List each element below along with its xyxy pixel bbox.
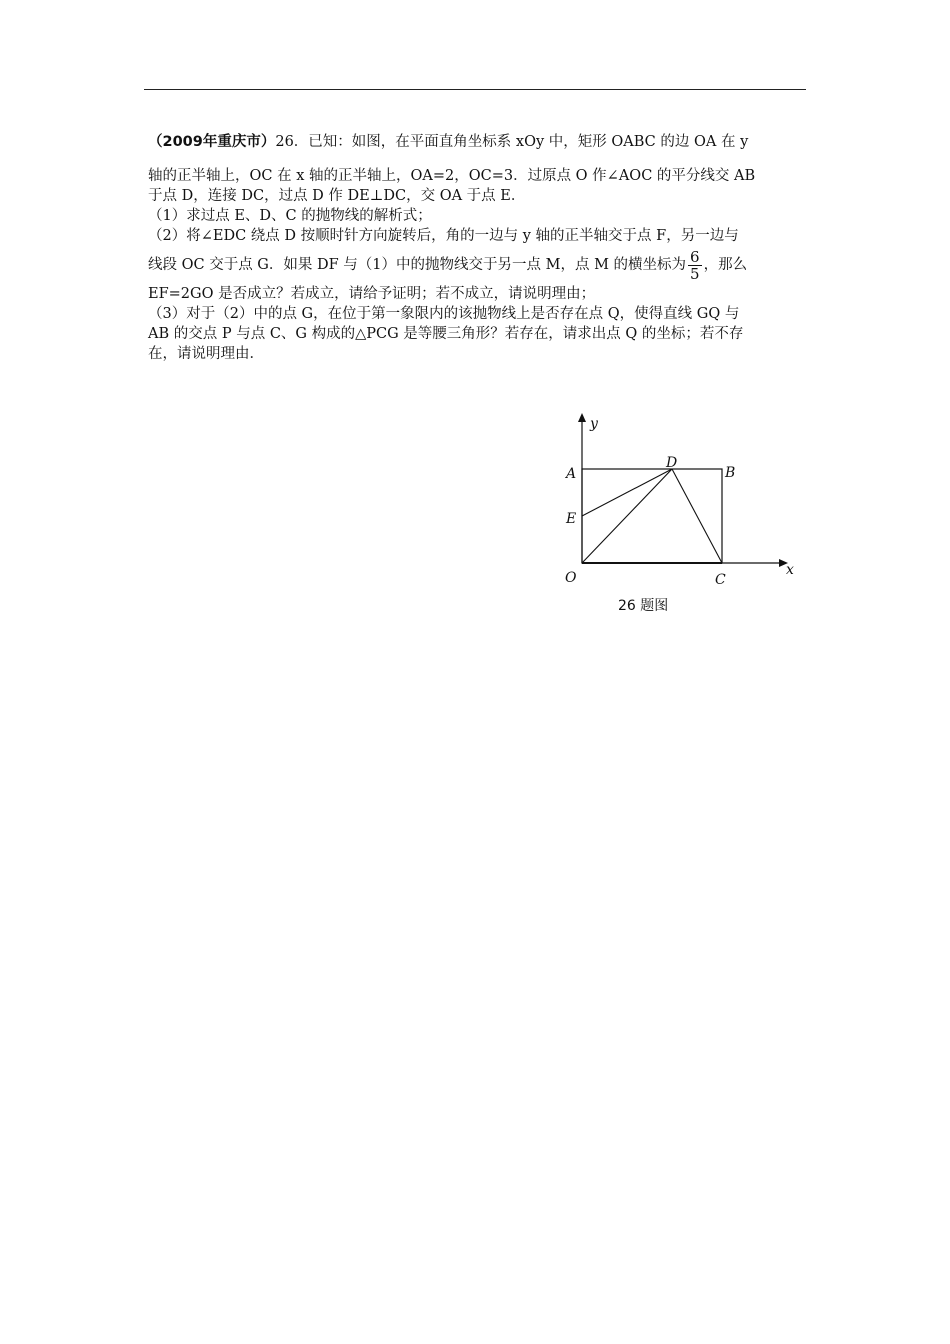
header-rule [144,89,806,90]
question-2-line-1: （2）将∠EDC 绕点 D 按顺时针方向旋转后，角的一边与 y 轴的正半轴交于点 F，另一边与 [148,228,739,244]
label-d: D [666,455,678,471]
question-3-line-2: AB 的交点 P 与点 C、G 构成的△PCG 是等腰三角形？若存在，请求出点 Q 的坐标；若不存 [148,326,744,342]
problem-line-2: 轴的正半轴上，OC 在 x 轴的正半轴上，OA=2，OC=3．过原点 O 作∠AOC 的平分线交 AB [148,168,756,184]
fraction-six-fifths [688,249,702,282]
rectangle-oabc [582,469,722,563]
segment-dc [672,469,722,563]
problem-text [148,132,808,364]
segment-od [582,469,672,563]
fraction-denominator: 5 [690,264,700,283]
label-e: E [566,511,577,527]
label-b: B [725,465,736,481]
problem-intro: 26．已知：如图，在平面直角坐标系 xOy 中，矩形 OABC 的边 OA 在 y [275,134,749,150]
label-c: C [715,572,726,588]
problem-line-1 [148,132,808,152]
figure-caption: 26 题图 [618,598,669,614]
problem-source: （2009年重庆市） [148,134,276,150]
y-axis-arrow-icon [578,413,586,422]
label-y: y [590,416,598,432]
question-3-line-1: （3）对于（2）中的点 G，在位于第一象限内的该抛物线上是否存在点 Q，使得直线 GQ 与 [148,306,740,322]
fraction-numerator: 6 [690,247,700,266]
label-o: O [565,570,577,586]
geometry-figure [550,408,800,618]
label-x: x [786,562,794,578]
question-1: （1）求过点 E、D、C 的抛物线的解析式； [148,208,432,224]
question-2-line-2 [148,246,808,284]
figure-svg [550,408,800,618]
question-2-line-3: EF=2GO 是否成立？若成立，请给予证明；若不成立，请说明理由； [148,286,596,302]
segment-ed [582,469,672,516]
question-2-text-a: 线段 OC 交于点 G．如果 DF 与（1）中的抛物线交于另一点 M，点 M 的横坐标为 [148,257,687,273]
question-2-text-b: ，那么 [703,257,748,273]
question-3-line-3: 在，请说明理由． [148,346,264,362]
problem-line-3: 于点 D，连接 DC，过点 D 作 DE⊥DC，交 OA 于点 E． [148,188,526,204]
label-a: A [566,466,577,482]
